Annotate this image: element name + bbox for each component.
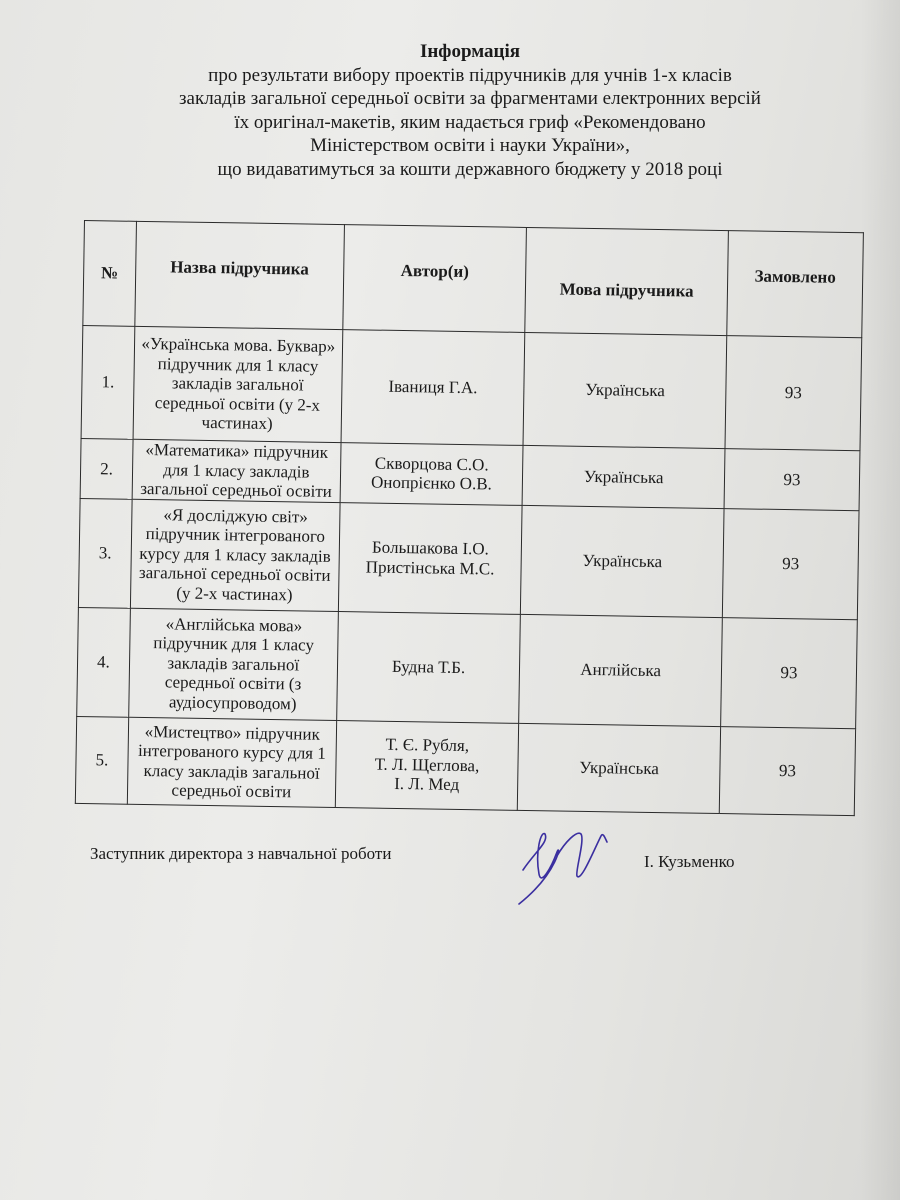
title-line: загальної середньої освіти: [140, 478, 332, 501]
title-line: частинах): [201, 413, 273, 434]
row-number: 4.: [77, 607, 131, 717]
title-line: середньої освіти: [171, 780, 292, 802]
row-ordered: 93: [721, 617, 858, 728]
textbooks-table: [75, 220, 864, 816]
table-header-row: [83, 221, 864, 338]
row-title: [133, 326, 342, 442]
table-row: [77, 607, 858, 728]
signer-name: І. Кузьменко: [644, 852, 735, 871]
row-ordered: 93: [725, 336, 862, 451]
row-authors: [338, 502, 522, 614]
heading-line-2: закладів загальної середньої освіти за фрагментами електронних версій: [179, 88, 761, 109]
author-line: Іваниця Г.А.: [388, 377, 478, 398]
header-authors: Автор(и): [342, 225, 526, 333]
table-row: [78, 498, 859, 619]
row-authors: [341, 330, 526, 446]
title-line: класу закладів загальної: [143, 760, 320, 783]
row-title: [127, 717, 336, 807]
row-language: Українська: [521, 505, 724, 617]
row-number: 2.: [80, 438, 133, 498]
title-line: (у 2-х частинах): [176, 583, 293, 605]
table-row: [75, 716, 855, 815]
handwritten-signature: [505, 812, 625, 912]
header-title: Назва підручника: [135, 221, 344, 329]
row-language: Українська: [523, 332, 726, 448]
heading-line-3: їх оригінал-макетів, яким надається гриф «Рекомендовано: [234, 111, 706, 133]
title-line: підручник для 1 класу: [157, 353, 319, 376]
heading-line-1: про результати вибору проектів підручників для учнів 1-х класів: [208, 64, 732, 86]
title-line: інтегрованого курсу для 1: [137, 740, 326, 763]
row-ordered: 93: [719, 726, 855, 815]
row-language: Англійська: [519, 614, 722, 726]
title-line: для 1 класу закладів: [163, 459, 310, 482]
author-line: Пристінська М.С.: [365, 556, 495, 578]
signer-position: Заступник директора з навчальної роботи: [90, 844, 392, 863]
row-authors: [336, 611, 520, 723]
title-line: середньої освіти (з: [164, 672, 302, 694]
row-authors: [335, 720, 519, 810]
row-title: [130, 499, 339, 611]
title-line: підручник для 1 класу: [153, 633, 315, 655]
header-number: №: [83, 221, 137, 327]
row-language: Українська: [523, 445, 725, 508]
row-ordered: 93: [722, 508, 859, 619]
header-ordered: Замовлено: [727, 231, 864, 338]
row-authors: [340, 443, 524, 505]
header-language: Мова підручника: [525, 227, 728, 335]
title-line: «Математика» підручник: [145, 439, 329, 462]
title-line: загальної середньої освіти: [138, 563, 331, 586]
title-line: «Мистецтво» підручник: [144, 721, 320, 744]
title-line: «Я досліджую світ»: [163, 505, 309, 527]
table-row: [81, 325, 862, 450]
heading-line-4: Міністерством освіти і науки України»,: [310, 135, 630, 156]
title-line: «Українська мова. Буквар»: [141, 334, 336, 357]
row-ordered: 93: [724, 449, 860, 511]
title-line: підручник інтегрованого: [145, 524, 326, 547]
author-line: Онопрієнко О.В.: [370, 472, 493, 494]
author-line: Скворцова С.О.: [374, 453, 489, 475]
author-line: Т. Л. Щеглова,: [374, 754, 480, 776]
row-title: [129, 608, 338, 720]
title-line: закладів загальної: [171, 373, 304, 395]
author-line: Большакова І.О.: [371, 537, 489, 559]
title-line: «Англійська мова»: [165, 614, 303, 636]
row-title: [132, 439, 341, 502]
row-number: 3.: [78, 498, 132, 608]
author-line: Будна Т.Б.: [391, 656, 466, 677]
document-title: Інформація: [419, 41, 521, 62]
title-line: середньої освіти (у 2-х: [154, 392, 321, 415]
title-line: курсу для 1 класу закладів: [139, 543, 331, 566]
title-line: закладів загальної: [167, 653, 300, 675]
document-heading: [0, 40, 900, 181]
author-line: І. Л. Мед: [394, 774, 460, 795]
row-number: 5.: [75, 716, 128, 804]
author-line: Т. Є. Рубля,: [385, 735, 470, 756]
signature-stroke: [519, 833, 607, 904]
heading-line-5: що видаватимуться за кошти державного бюджету у 2018 році: [217, 158, 723, 180]
row-number: 1.: [81, 325, 135, 439]
title-line: аудіосупроводом): [168, 692, 297, 714]
row-language: Українська: [518, 723, 721, 813]
